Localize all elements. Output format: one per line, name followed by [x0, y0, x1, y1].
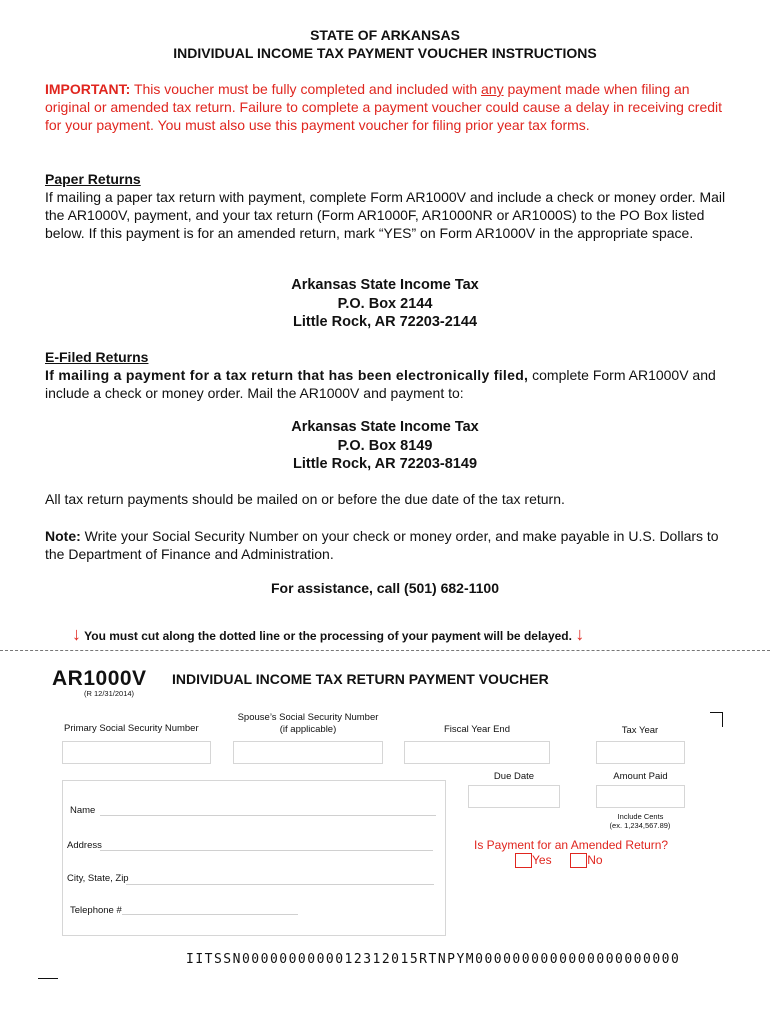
amended-yes-label: Yes	[532, 853, 552, 867]
primary-ssn-label: Primary Social Security Number	[64, 723, 199, 734]
amended-yes-checkbox[interactable]	[515, 853, 532, 868]
address-field[interactable]	[100, 850, 433, 851]
efiled-address	[0, 418, 770, 474]
spouse-ssn-label: Spouse’s Social Security Number	[237, 712, 379, 723]
ssn-note	[45, 527, 735, 563]
important-label: IMPORTANT:	[45, 81, 131, 97]
form-header-state: STATE OF ARKANSAS	[310, 27, 460, 43]
efiled-body-text: complete Form AR1000V and include a check or money order. Mail the AR1000V and payment to:	[45, 367, 716, 401]
efiled-address-line-3: Little Rock, AR 72203-8149	[292, 456, 478, 472]
cut-warning-row	[72, 624, 712, 645]
paper-returns-heading: Paper Returns	[45, 171, 141, 187]
efiled-bold-lead: If mailing a payment for a tax return that has been electronically filed,	[45, 367, 529, 383]
important-text-2: payment made when filing an original or amended tax return. Failure to complete a payment voucher could cause a delay in receiving credit for your payment. You must also use this payment voucher for filing prior year tax forms.	[45, 81, 723, 133]
paper-address-line-2: P.O. Box 2144	[337, 295, 433, 312]
cut-warning-text: You must cut along the dotted line or the processing of your payment will be delayed.	[84, 629, 572, 643]
important-any: any	[481, 81, 504, 97]
down-arrow-icon: ↓	[575, 624, 585, 644]
amount-paid-label: Amount Paid	[613, 771, 668, 782]
corner-registration-mark	[710, 712, 723, 727]
form-revision: (R 12/31/2014)	[84, 689, 135, 698]
form-header-title: INDIVIDUAL INCOME TAX PAYMENT VOUCHER INSTRUCTIONS	[173, 45, 597, 61]
amended-no-label: No	[587, 853, 603, 867]
primary-ssn-field[interactable]	[62, 741, 211, 764]
cut-dotted-line	[0, 650, 770, 651]
down-arrow-icon: ↓	[72, 624, 81, 644]
spouse-ssn-field[interactable]	[233, 741, 383, 764]
due-date-label: Due Date	[493, 771, 535, 782]
cents-example: (ex. 1,234,567.89)	[609, 821, 671, 830]
paper-returns-body: If mailing a paper tax return with payment, complete Form AR1000V and include a check or money order. Mail the AR1000V, payment, and your tax return (Form AR1000F, AR1000NR or AR1000S) to the PO Box listed below. If this payment is for an amended return, mark “YES” on Form AR1000V in the appropriate space.	[45, 189, 726, 241]
fiscal-year-end-field[interactable]	[404, 741, 550, 764]
important-notice	[45, 80, 735, 134]
tax-year-label: Tax Year	[621, 725, 659, 736]
assistance-phone: For assistance, call (501) 682-1100	[270, 580, 500, 596]
due-date-note: All tax return payments should be mailed on or before the due date of the tax return.	[45, 491, 565, 507]
paper-address-line-1: Arkansas State Income Tax	[291, 277, 479, 293]
paper-address-line-3: Little Rock, AR 72203-2144	[292, 314, 478, 330]
form-id: AR1000V	[52, 667, 147, 690]
efiled-returns-body	[45, 366, 735, 402]
telephone-field[interactable]	[122, 914, 298, 915]
include-cents-note: Include Cents	[617, 812, 664, 821]
bottom-registration-mark	[38, 978, 58, 979]
amount-paid-field[interactable]	[596, 785, 685, 808]
paper-address	[0, 276, 770, 332]
telephone-label: Telephone #	[70, 905, 122, 916]
note-text: Write your Social Security Number on your check or money order, and make payable in U.S. Dollars to the Department of Finance and Administration.	[45, 528, 719, 562]
efiled-address-line-2: P.O. Box 8149	[337, 437, 433, 454]
spouse-ssn-note: (if applicable)	[279, 724, 337, 735]
amended-question: Is Payment for an Amended Return?	[474, 838, 669, 852]
amended-no-checkbox[interactable]	[570, 853, 587, 868]
efiled-returns-heading: E-Filed Returns	[45, 349, 149, 365]
efiled-address-line-1: Arkansas State Income Tax	[291, 419, 479, 435]
city-state-zip-field[interactable]	[126, 884, 434, 885]
city-state-zip-label: City, State, Zip	[67, 873, 129, 884]
fiscal-year-end-label: Fiscal Year End	[443, 724, 510, 735]
amended-options	[515, 853, 603, 868]
important-text-1: This voucher must be fully completed and included with	[133, 81, 478, 97]
name-label: Name	[70, 805, 96, 816]
tax-year-field[interactable]	[596, 741, 685, 764]
address-label: Address	[67, 840, 102, 851]
ocr-scanline: IITSSN0000000000012312015RTNPYM0000000000000000000000	[186, 952, 681, 967]
due-date-field[interactable]	[468, 785, 560, 808]
voucher-title: INDIVIDUAL INCOME TAX RETURN PAYMENT VOUCHER	[172, 671, 549, 687]
note-label: Note:	[45, 528, 81, 544]
name-field[interactable]	[100, 815, 436, 816]
